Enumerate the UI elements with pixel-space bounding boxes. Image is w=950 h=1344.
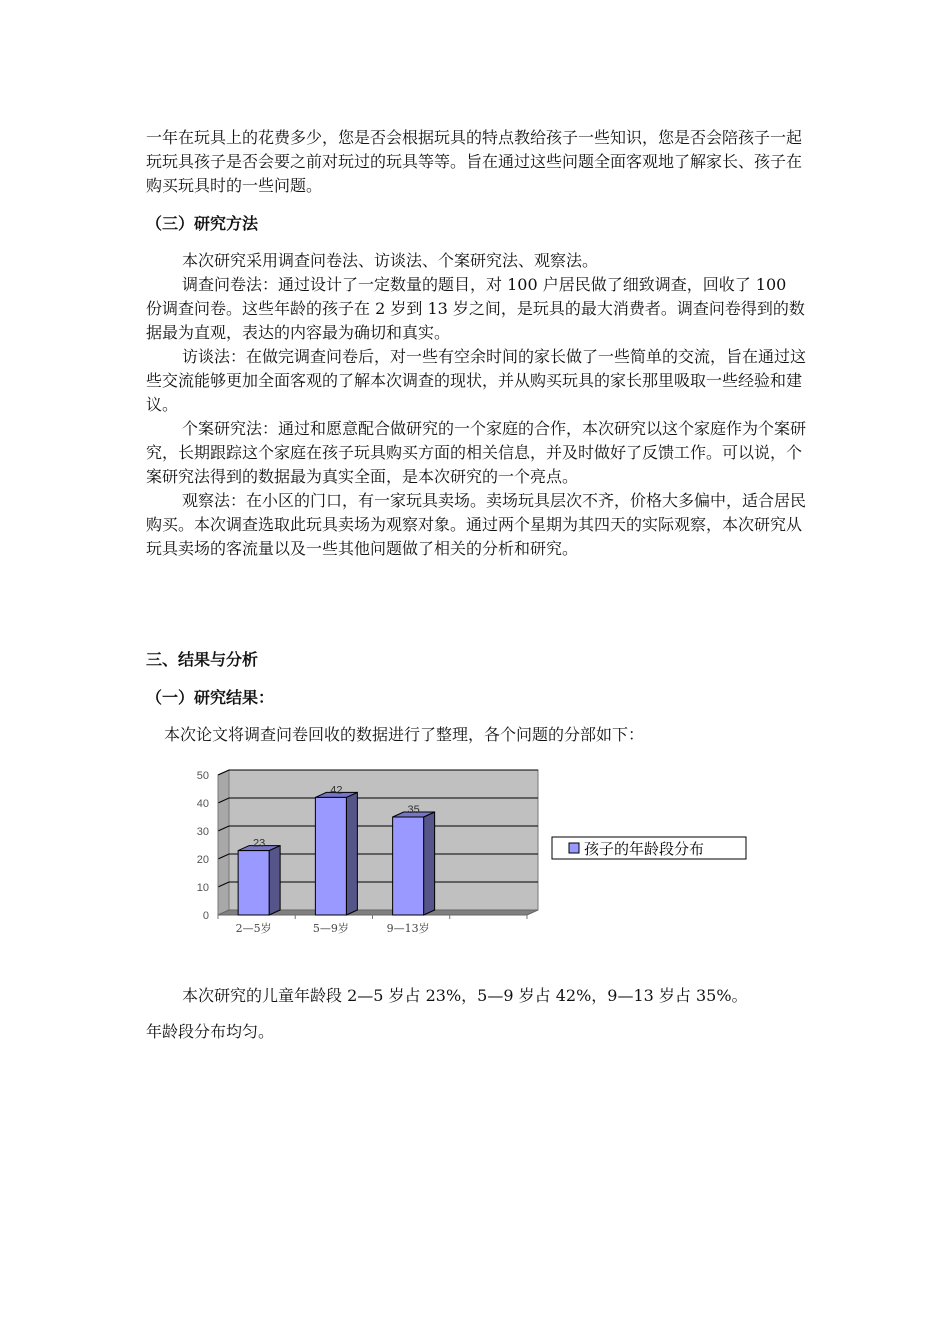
x-tick-label: 9—13岁	[386, 922, 430, 935]
methods-paragraph: 调查问卷法：通过设计了一定数量的题目，对 100 户居民做了细致调查，回收了 100 份调查问卷。这些年龄的孩子在 2 岁到 13 岁之间，是玩具的最大消费者。调查问卷得到的数据最为直观，表达的内容最为确切和真实。	[146, 275, 805, 342]
bar	[393, 817, 424, 915]
chart-legend	[552, 837, 746, 859]
bar-side	[346, 792, 357, 915]
plot-side-wall	[218, 770, 229, 915]
methods-paragraph: 观察法：在小区的门口，有一家玩具卖场。卖场玩具层次不齐，价格大多偏中，适合居民购买。本次调查选取此玩具卖场为观察对象。通过两个星期为其四天的实际观察，本次研究从玩具卖场的客流量以及一些其他问题做了相关的分析和研究。	[146, 491, 807, 558]
results-summary-line1: 本次研究的儿童年龄段 2—5 岁占 23%，5—9 岁占 42%，9—13 岁占 35%。	[182, 986, 748, 1005]
bar-data-label: 35	[407, 804, 420, 816]
methods-heading: （三）研究方法	[146, 214, 259, 233]
methods-paragraph: 本次研究采用调查问卷法、访谈法、个案研究法、观察法。	[182, 251, 599, 270]
methods-paragraph: 个案研究法：通过和愿意配合做研究的一个家庭的合作，本次研究以这个家庭作为个案研究，长期跟踪这个家庭在孩子玩具购买方面的相关信息，并及时做好了反馈工作。可以说，个案研究法得到的数据最为真实全面，是本次研究的一个亮点。	[146, 419, 807, 486]
bar	[238, 851, 269, 915]
bar-side	[269, 846, 280, 915]
y-tick-label: 10	[196, 882, 209, 894]
y-tick-label: 50	[196, 770, 209, 782]
results-summary-line2: 年龄段分布均匀。	[146, 1022, 275, 1041]
x-tick-label: 2—5岁	[235, 922, 272, 935]
bar-data-label: 42	[330, 784, 343, 797]
bar	[315, 797, 346, 915]
methods-body	[146, 249, 806, 561]
intro-continuation: 一年在玩具上的花费多少，您是否会根据玩具的特点教给孩子一些知识，您是否会陪孩子一起玩玩具孩子是否会要之前对玩过的玩具等等。旨在通过这些问题全面客观地了解家长、孩子在购买玩具时的一些问题。	[146, 128, 803, 195]
bar-side	[424, 812, 435, 915]
y-axis	[197, 770, 218, 922]
age-distribution-chart	[190, 760, 770, 945]
y-tick-label: 20	[196, 854, 209, 866]
y-tick-label: 0	[202, 910, 209, 922]
y-tick-label: 30	[196, 826, 209, 838]
results-lead: 本次论文将调查问卷回收的数据进行了整理，各个问题的分部如下：	[164, 725, 645, 744]
methods-paragraph: 访谈法：在做完调查问卷后，对一些有空余时间的家长做了一些简单的交流，旨在通过这些交流能够更加全面客观的了解本次调查的现状，并从购买玩具的家长那里吸取一些经验和建议。	[146, 347, 807, 414]
y-tick-label: 40	[196, 798, 209, 810]
results-subheading: （一）研究结果：	[146, 688, 275, 707]
results-heading: 三、结果与分析	[146, 650, 259, 669]
bar-data-label: 23	[253, 837, 266, 850]
legend-swatch	[569, 843, 579, 853]
legend-label: 孩子的年龄段分布	[584, 840, 705, 858]
x-axis	[218, 915, 527, 935]
x-tick-label: 5—9岁	[312, 922, 349, 935]
